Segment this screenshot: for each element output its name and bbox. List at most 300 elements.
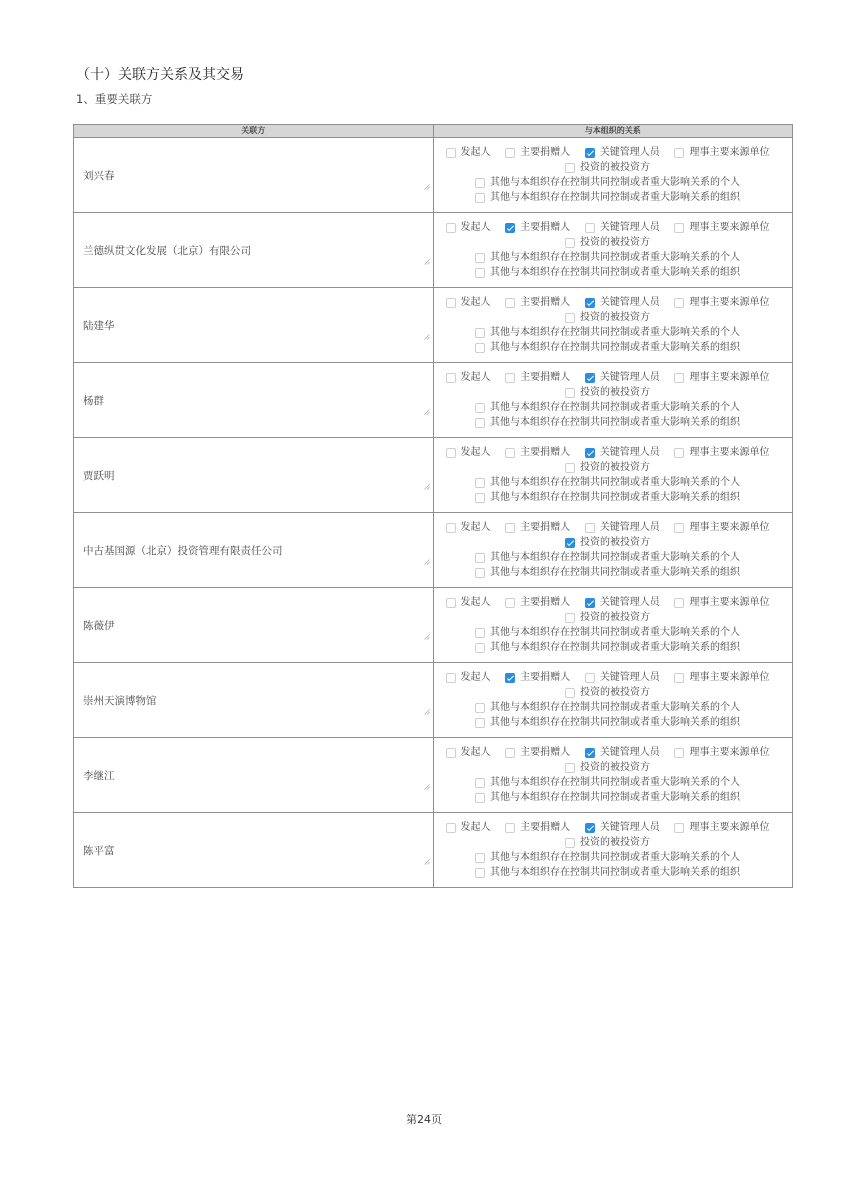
option-label: 理事主要来源单位 bbox=[689, 672, 770, 683]
relationship-options bbox=[446, 145, 770, 205]
resize-grip-icon[interactable] bbox=[424, 709, 430, 715]
option-key-management[interactable] bbox=[585, 445, 660, 460]
option-label: 发起人 bbox=[460, 222, 491, 233]
related-party-cell[interactable] bbox=[74, 813, 434, 888]
unchecked-checkbox-icon[interactable] bbox=[505, 823, 515, 833]
option-label: 投资的被投资方 bbox=[580, 537, 650, 548]
relationship-options bbox=[446, 445, 770, 505]
related-party-cell[interactable] bbox=[74, 738, 434, 813]
option-key-management[interactable] bbox=[585, 295, 660, 310]
related-party-table bbox=[73, 124, 793, 888]
related-party-cell[interactable] bbox=[74, 663, 434, 738]
option-trustee-source[interactable] bbox=[674, 295, 769, 310]
checked-checkbox-icon[interactable] bbox=[505, 673, 515, 683]
option-label: 主要捐赠人 bbox=[520, 747, 571, 758]
unchecked-checkbox-icon[interactable] bbox=[475, 553, 485, 563]
option-trustee-source[interactable] bbox=[674, 445, 769, 460]
unchecked-checkbox-icon[interactable] bbox=[446, 598, 456, 608]
option-line bbox=[446, 475, 770, 490]
option-line bbox=[446, 265, 770, 280]
option-other-organization[interactable] bbox=[475, 640, 740, 655]
option-line bbox=[446, 145, 770, 160]
option-key-management[interactable] bbox=[585, 745, 660, 760]
page-number: 第24页 bbox=[406, 1113, 442, 1126]
related-party-cell[interactable] bbox=[74, 588, 434, 663]
option-line bbox=[446, 160, 770, 175]
option-major-donor[interactable] bbox=[505, 820, 570, 835]
unchecked-checkbox-icon[interactable] bbox=[475, 253, 485, 263]
option-other-organization[interactable] bbox=[475, 340, 740, 355]
option-label: 发起人 bbox=[460, 822, 491, 833]
option-investee[interactable] bbox=[565, 610, 650, 625]
option-investee[interactable] bbox=[565, 460, 650, 475]
option-label: 主要捐赠人 bbox=[520, 597, 571, 608]
option-founder[interactable] bbox=[446, 670, 491, 685]
option-line bbox=[446, 835, 770, 850]
option-label: 投资的被投资方 bbox=[580, 762, 650, 773]
option-label: 理事主要来源单位 bbox=[689, 372, 770, 383]
resize-grip-icon[interactable] bbox=[424, 559, 430, 565]
option-label: 其他与本组织存在控制共同控制或者重大影响关系的组织 bbox=[490, 267, 740, 278]
option-label: 理事主要来源单位 bbox=[689, 597, 770, 608]
option-investee[interactable] bbox=[565, 685, 650, 700]
unchecked-checkbox-icon[interactable] bbox=[505, 748, 515, 758]
header-relationship: 与本组织的关系 bbox=[433, 125, 793, 138]
option-label: 主要捐赠人 bbox=[520, 372, 571, 383]
relationship-cell bbox=[433, 513, 793, 588]
option-other-organization[interactable] bbox=[475, 415, 740, 430]
option-trustee-source[interactable] bbox=[674, 220, 769, 235]
option-line bbox=[446, 865, 770, 880]
option-label: 主要捐赠人 bbox=[520, 822, 571, 833]
option-line bbox=[446, 310, 770, 325]
relationship-options bbox=[446, 370, 770, 430]
option-label: 理事主要来源单位 bbox=[689, 522, 770, 533]
table-row bbox=[74, 513, 793, 588]
option-line bbox=[446, 820, 770, 835]
unchecked-checkbox-icon[interactable] bbox=[475, 328, 485, 338]
option-other-individual[interactable] bbox=[475, 850, 740, 865]
unchecked-checkbox-icon[interactable] bbox=[475, 628, 485, 638]
option-label: 关键管理人员 bbox=[599, 672, 660, 683]
unchecked-checkbox-icon[interactable] bbox=[475, 778, 485, 788]
option-major-donor[interactable] bbox=[505, 595, 570, 610]
option-major-donor[interactable] bbox=[505, 445, 570, 460]
option-label: 主要捐赠人 bbox=[520, 672, 571, 683]
option-other-individual[interactable] bbox=[475, 175, 740, 190]
option-label: 其他与本组织存在控制共同控制或者重大影响关系的个人 bbox=[490, 477, 740, 488]
option-label: 关键管理人员 bbox=[599, 147, 660, 158]
option-line bbox=[446, 715, 770, 730]
option-founder[interactable] bbox=[446, 295, 491, 310]
unchecked-checkbox-icon[interactable] bbox=[475, 493, 485, 503]
relationship-cell bbox=[433, 813, 793, 888]
option-major-donor[interactable] bbox=[505, 145, 570, 160]
option-line bbox=[446, 595, 770, 610]
relationship-options bbox=[446, 520, 770, 580]
option-label: 关键管理人员 bbox=[599, 297, 660, 308]
relationship-cell bbox=[433, 363, 793, 438]
option-line bbox=[446, 385, 770, 400]
related-party-name: 兰德纵贯文化发展（北京）有限公司 bbox=[83, 244, 251, 257]
option-major-donor[interactable] bbox=[505, 220, 570, 235]
option-other-individual[interactable] bbox=[475, 700, 740, 715]
relationship-cell bbox=[433, 438, 793, 513]
option-label: 发起人 bbox=[460, 747, 491, 758]
unchecked-checkbox-icon[interactable] bbox=[674, 448, 684, 458]
checked-checkbox-icon[interactable] bbox=[585, 598, 595, 608]
option-trustee-source[interactable] bbox=[674, 670, 769, 685]
unchecked-checkbox-icon[interactable] bbox=[565, 163, 575, 173]
option-investee[interactable] bbox=[565, 535, 650, 550]
unchecked-checkbox-icon[interactable] bbox=[565, 688, 575, 698]
unchecked-checkbox-icon[interactable] bbox=[505, 523, 515, 533]
relationship-options bbox=[446, 595, 770, 655]
option-label: 理事主要来源单位 bbox=[689, 747, 770, 758]
option-other-organization[interactable] bbox=[475, 190, 740, 205]
option-label: 主要捐赠人 bbox=[520, 522, 571, 533]
unchecked-checkbox-icon[interactable] bbox=[446, 448, 456, 458]
option-founder[interactable] bbox=[446, 820, 491, 835]
option-label: 理事主要来源单位 bbox=[689, 822, 770, 833]
related-party-name: 陆建华 bbox=[83, 319, 115, 332]
unchecked-checkbox-icon[interactable] bbox=[475, 178, 485, 188]
unchecked-checkbox-icon[interactable] bbox=[446, 823, 456, 833]
option-label: 发起人 bbox=[460, 447, 491, 458]
option-other-organization[interactable] bbox=[475, 790, 740, 805]
option-other-individual[interactable] bbox=[475, 475, 740, 490]
resize-grip-icon[interactable] bbox=[424, 859, 430, 865]
option-label: 投资的被投资方 bbox=[580, 162, 650, 173]
unchecked-checkbox-icon[interactable] bbox=[674, 673, 684, 683]
table-row bbox=[74, 813, 793, 888]
option-line bbox=[446, 415, 770, 430]
unchecked-checkbox-icon[interactable] bbox=[565, 463, 575, 473]
option-other-individual[interactable] bbox=[475, 550, 740, 565]
option-label: 主要捐赠人 bbox=[520, 222, 571, 233]
option-label: 投资的被投资方 bbox=[580, 312, 650, 323]
unchecked-checkbox-icon[interactable] bbox=[446, 373, 456, 383]
option-label: 关键管理人员 bbox=[599, 522, 660, 533]
checked-checkbox-icon[interactable] bbox=[585, 448, 595, 458]
option-label: 其他与本组织存在控制共同控制或者重大影响关系的个人 bbox=[490, 252, 740, 263]
option-line bbox=[446, 340, 770, 355]
option-other-individual[interactable] bbox=[475, 400, 740, 415]
option-trustee-source[interactable] bbox=[674, 370, 769, 385]
unchecked-checkbox-icon[interactable] bbox=[674, 373, 684, 383]
option-other-organization[interactable] bbox=[475, 565, 740, 580]
option-major-donor[interactable] bbox=[505, 295, 570, 310]
option-line bbox=[446, 445, 770, 460]
option-investee[interactable] bbox=[565, 235, 650, 250]
table-header-row bbox=[74, 125, 793, 138]
option-line bbox=[446, 610, 770, 625]
option-major-donor[interactable] bbox=[505, 520, 570, 535]
unchecked-checkbox-icon[interactable] bbox=[565, 388, 575, 398]
resize-grip-icon[interactable] bbox=[424, 634, 430, 640]
related-party-cell[interactable] bbox=[74, 513, 434, 588]
option-label: 关键管理人员 bbox=[599, 747, 660, 758]
option-line bbox=[446, 370, 770, 385]
unchecked-checkbox-icon[interactable] bbox=[475, 703, 485, 713]
unchecked-checkbox-icon[interactable] bbox=[475, 643, 485, 653]
unchecked-checkbox-icon[interactable] bbox=[446, 298, 456, 308]
option-label: 主要捐赠人 bbox=[520, 297, 571, 308]
relationship-options bbox=[446, 745, 770, 805]
unchecked-checkbox-icon[interactable] bbox=[585, 223, 595, 233]
resize-grip-icon[interactable] bbox=[424, 484, 430, 490]
unchecked-checkbox-icon[interactable] bbox=[475, 268, 485, 278]
related-party-cell[interactable] bbox=[74, 288, 434, 363]
unchecked-checkbox-icon[interactable] bbox=[674, 298, 684, 308]
option-founder[interactable] bbox=[446, 745, 491, 760]
option-key-management[interactable] bbox=[585, 595, 660, 610]
option-other-individual[interactable] bbox=[475, 325, 740, 340]
option-investee[interactable] bbox=[565, 385, 650, 400]
unchecked-checkbox-icon[interactable] bbox=[565, 838, 575, 848]
option-line bbox=[446, 625, 770, 640]
table-row bbox=[74, 738, 793, 813]
checked-checkbox-icon[interactable] bbox=[565, 538, 575, 548]
option-key-management[interactable] bbox=[585, 520, 660, 535]
related-party-name: 崇州天演博物馆 bbox=[83, 694, 157, 707]
option-trustee-source[interactable] bbox=[674, 520, 769, 535]
option-label: 理事主要来源单位 bbox=[689, 222, 770, 233]
unchecked-checkbox-icon[interactable] bbox=[446, 223, 456, 233]
related-party-cell[interactable] bbox=[74, 213, 434, 288]
relationship-cell bbox=[433, 738, 793, 813]
relationship-options bbox=[446, 670, 770, 730]
option-label: 其他与本组织存在控制共同控制或者重大影响关系的组织 bbox=[490, 717, 740, 728]
option-other-organization[interactable] bbox=[475, 490, 740, 505]
option-investee[interactable] bbox=[565, 160, 650, 175]
subsection-title: 1、重要关联方 bbox=[76, 92, 153, 106]
unchecked-checkbox-icon[interactable] bbox=[446, 748, 456, 758]
option-label: 其他与本组织存在控制共同控制或者重大影响关系的个人 bbox=[490, 327, 740, 338]
unchecked-checkbox-icon[interactable] bbox=[565, 238, 575, 248]
unchecked-checkbox-icon[interactable] bbox=[565, 313, 575, 323]
option-label: 发起人 bbox=[460, 147, 491, 158]
checked-checkbox-icon[interactable] bbox=[585, 298, 595, 308]
option-line bbox=[446, 460, 770, 475]
option-label: 关键管理人员 bbox=[599, 447, 660, 458]
option-key-management[interactable] bbox=[585, 370, 660, 385]
option-label: 投资的被投资方 bbox=[580, 687, 650, 698]
option-trustee-source[interactable] bbox=[674, 745, 769, 760]
option-trustee-source[interactable] bbox=[674, 595, 769, 610]
unchecked-checkbox-icon[interactable] bbox=[674, 598, 684, 608]
option-investee[interactable] bbox=[565, 835, 650, 850]
option-label: 发起人 bbox=[460, 297, 491, 308]
option-label: 投资的被投资方 bbox=[580, 837, 650, 848]
option-label: 发起人 bbox=[460, 372, 491, 383]
option-line bbox=[446, 700, 770, 715]
section-title: （十）关联方关系及其交易 bbox=[76, 67, 244, 83]
unchecked-checkbox-icon[interactable] bbox=[565, 613, 575, 623]
option-label: 投资的被投资方 bbox=[580, 237, 650, 248]
option-key-management[interactable] bbox=[585, 820, 660, 835]
option-founder[interactable] bbox=[446, 595, 491, 610]
unchecked-checkbox-icon[interactable] bbox=[585, 523, 595, 533]
option-trustee-source[interactable] bbox=[674, 820, 769, 835]
option-line bbox=[446, 565, 770, 580]
checked-checkbox-icon[interactable] bbox=[585, 748, 595, 758]
checked-checkbox-icon[interactable] bbox=[585, 148, 595, 158]
option-founder[interactable] bbox=[446, 520, 491, 535]
relationship-options bbox=[446, 820, 770, 880]
option-label: 主要捐赠人 bbox=[520, 147, 571, 158]
unchecked-checkbox-icon[interactable] bbox=[505, 598, 515, 608]
option-key-management[interactable] bbox=[585, 220, 660, 235]
table-row bbox=[74, 663, 793, 738]
option-founder[interactable] bbox=[446, 445, 491, 460]
option-label: 其他与本组织存在控制共同控制或者重大影响关系的组织 bbox=[490, 792, 740, 803]
unchecked-checkbox-icon[interactable] bbox=[674, 148, 684, 158]
resize-grip-icon[interactable] bbox=[424, 409, 430, 415]
table-row bbox=[74, 438, 793, 513]
checked-checkbox-icon[interactable] bbox=[505, 223, 515, 233]
option-line bbox=[446, 325, 770, 340]
option-label: 其他与本组织存在控制共同控制或者重大影响关系的个人 bbox=[490, 402, 740, 413]
unchecked-checkbox-icon[interactable] bbox=[505, 373, 515, 383]
option-line bbox=[446, 745, 770, 760]
option-label: 关键管理人员 bbox=[599, 222, 660, 233]
option-other-individual[interactable] bbox=[475, 250, 740, 265]
unchecked-checkbox-icon[interactable] bbox=[585, 673, 595, 683]
option-line bbox=[446, 235, 770, 250]
option-label: 投资的被投资方 bbox=[580, 387, 650, 398]
option-major-donor[interactable] bbox=[505, 370, 570, 385]
option-line bbox=[446, 190, 770, 205]
related-party-cell[interactable] bbox=[74, 438, 434, 513]
related-party-name: 贾跃明 bbox=[83, 469, 115, 482]
option-other-organization[interactable] bbox=[475, 715, 740, 730]
option-label: 其他与本组织存在控制共同控制或者重大影响关系的个人 bbox=[490, 777, 740, 788]
unchecked-checkbox-icon[interactable] bbox=[446, 523, 456, 533]
table-row bbox=[74, 588, 793, 663]
option-founder[interactable] bbox=[446, 220, 491, 235]
unchecked-checkbox-icon[interactable] bbox=[475, 718, 485, 728]
option-major-donor[interactable] bbox=[505, 670, 570, 685]
unchecked-checkbox-icon[interactable] bbox=[475, 793, 485, 803]
option-line bbox=[446, 670, 770, 685]
table-row bbox=[74, 213, 793, 288]
option-line bbox=[446, 520, 770, 535]
checked-checkbox-icon[interactable] bbox=[585, 373, 595, 383]
table-row bbox=[74, 363, 793, 438]
option-line bbox=[446, 535, 770, 550]
relationship-options bbox=[446, 295, 770, 355]
option-major-donor[interactable] bbox=[505, 745, 570, 760]
option-label: 发起人 bbox=[460, 522, 491, 533]
option-line bbox=[446, 220, 770, 235]
option-investee[interactable] bbox=[565, 760, 650, 775]
option-label: 其他与本组织存在控制共同控制或者重大影响关系的组织 bbox=[490, 342, 740, 353]
option-label: 其他与本组织存在控制共同控制或者重大影响关系的个人 bbox=[490, 627, 740, 638]
option-label: 其他与本组织存在控制共同控制或者重大影响关系的组织 bbox=[490, 192, 740, 203]
option-investee[interactable] bbox=[565, 310, 650, 325]
option-label: 关键管理人员 bbox=[599, 822, 660, 833]
unchecked-checkbox-icon[interactable] bbox=[674, 523, 684, 533]
option-label: 发起人 bbox=[460, 672, 491, 683]
unchecked-checkbox-icon[interactable] bbox=[446, 673, 456, 683]
option-line bbox=[446, 295, 770, 310]
unchecked-checkbox-icon[interactable] bbox=[475, 403, 485, 413]
header-related-party: 关联方 bbox=[74, 125, 434, 138]
option-line bbox=[446, 640, 770, 655]
option-label: 其他与本组织存在控制共同控制或者重大影响关系的组织 bbox=[490, 642, 740, 653]
relationship-cell bbox=[433, 288, 793, 363]
related-party-name: 陈薇伊 bbox=[83, 619, 115, 632]
related-party-name: 中古基国源（北京）投资管理有限责任公司 bbox=[83, 544, 283, 557]
unchecked-checkbox-icon[interactable] bbox=[674, 223, 684, 233]
option-label: 其他与本组织存在控制共同控制或者重大影响关系的组织 bbox=[490, 567, 740, 578]
unchecked-checkbox-icon[interactable] bbox=[475, 568, 485, 578]
option-label: 其他与本组织存在控制共同控制或者重大影响关系的个人 bbox=[490, 177, 740, 188]
option-label: 理事主要来源单位 bbox=[689, 447, 770, 458]
option-label: 发起人 bbox=[460, 597, 491, 608]
option-label: 其他与本组织存在控制共同控制或者重大影响关系的组织 bbox=[490, 492, 740, 503]
option-founder[interactable] bbox=[446, 370, 491, 385]
option-other-organization[interactable] bbox=[475, 265, 740, 280]
relationship-cell bbox=[433, 213, 793, 288]
unchecked-checkbox-icon[interactable] bbox=[446, 148, 456, 158]
related-party-name: 陈平富 bbox=[83, 844, 115, 857]
resize-grip-icon[interactable] bbox=[424, 334, 430, 340]
unchecked-checkbox-icon[interactable] bbox=[674, 748, 684, 758]
option-label: 其他与本组织存在控制共同控制或者重大影响关系的个人 bbox=[490, 702, 740, 713]
unchecked-checkbox-icon[interactable] bbox=[475, 193, 485, 203]
option-line bbox=[446, 685, 770, 700]
unchecked-checkbox-icon[interactable] bbox=[674, 823, 684, 833]
option-founder[interactable] bbox=[446, 145, 491, 160]
option-label: 理事主要来源单位 bbox=[689, 297, 770, 308]
option-key-management[interactable] bbox=[585, 145, 660, 160]
related-party-name: 刘兴春 bbox=[83, 169, 115, 182]
option-line bbox=[446, 790, 770, 805]
related-party-name: 李继江 bbox=[83, 769, 115, 782]
related-party-cell[interactable] bbox=[74, 363, 434, 438]
option-label: 其他与本组织存在控制共同控制或者重大影响关系的个人 bbox=[490, 552, 740, 563]
option-line bbox=[446, 250, 770, 265]
option-line bbox=[446, 760, 770, 775]
unchecked-checkbox-icon[interactable] bbox=[475, 418, 485, 428]
unchecked-checkbox-icon[interactable] bbox=[475, 343, 485, 353]
option-other-individual[interactable] bbox=[475, 625, 740, 640]
option-key-management[interactable] bbox=[585, 670, 660, 685]
unchecked-checkbox-icon[interactable] bbox=[475, 478, 485, 488]
unchecked-checkbox-icon[interactable] bbox=[565, 763, 575, 773]
option-label: 投资的被投资方 bbox=[580, 462, 650, 473]
option-trustee-source[interactable] bbox=[674, 145, 769, 160]
option-other-individual[interactable] bbox=[475, 775, 740, 790]
option-line bbox=[446, 850, 770, 865]
resize-grip-icon[interactable] bbox=[424, 184, 430, 190]
option-label: 主要捐赠人 bbox=[520, 447, 571, 458]
resize-grip-icon[interactable] bbox=[424, 259, 430, 265]
relationship-cell bbox=[433, 138, 793, 213]
unchecked-checkbox-icon[interactable] bbox=[505, 298, 515, 308]
unchecked-checkbox-icon[interactable] bbox=[505, 148, 515, 158]
unchecked-checkbox-icon[interactable] bbox=[475, 853, 485, 863]
unchecked-checkbox-icon[interactable] bbox=[475, 868, 485, 878]
related-party-cell[interactable] bbox=[74, 138, 434, 213]
option-other-organization[interactable] bbox=[475, 865, 740, 880]
checked-checkbox-icon[interactable] bbox=[585, 823, 595, 833]
option-label: 关键管理人员 bbox=[599, 372, 660, 383]
unchecked-checkbox-icon[interactable] bbox=[505, 448, 515, 458]
resize-grip-icon[interactable] bbox=[424, 784, 430, 790]
